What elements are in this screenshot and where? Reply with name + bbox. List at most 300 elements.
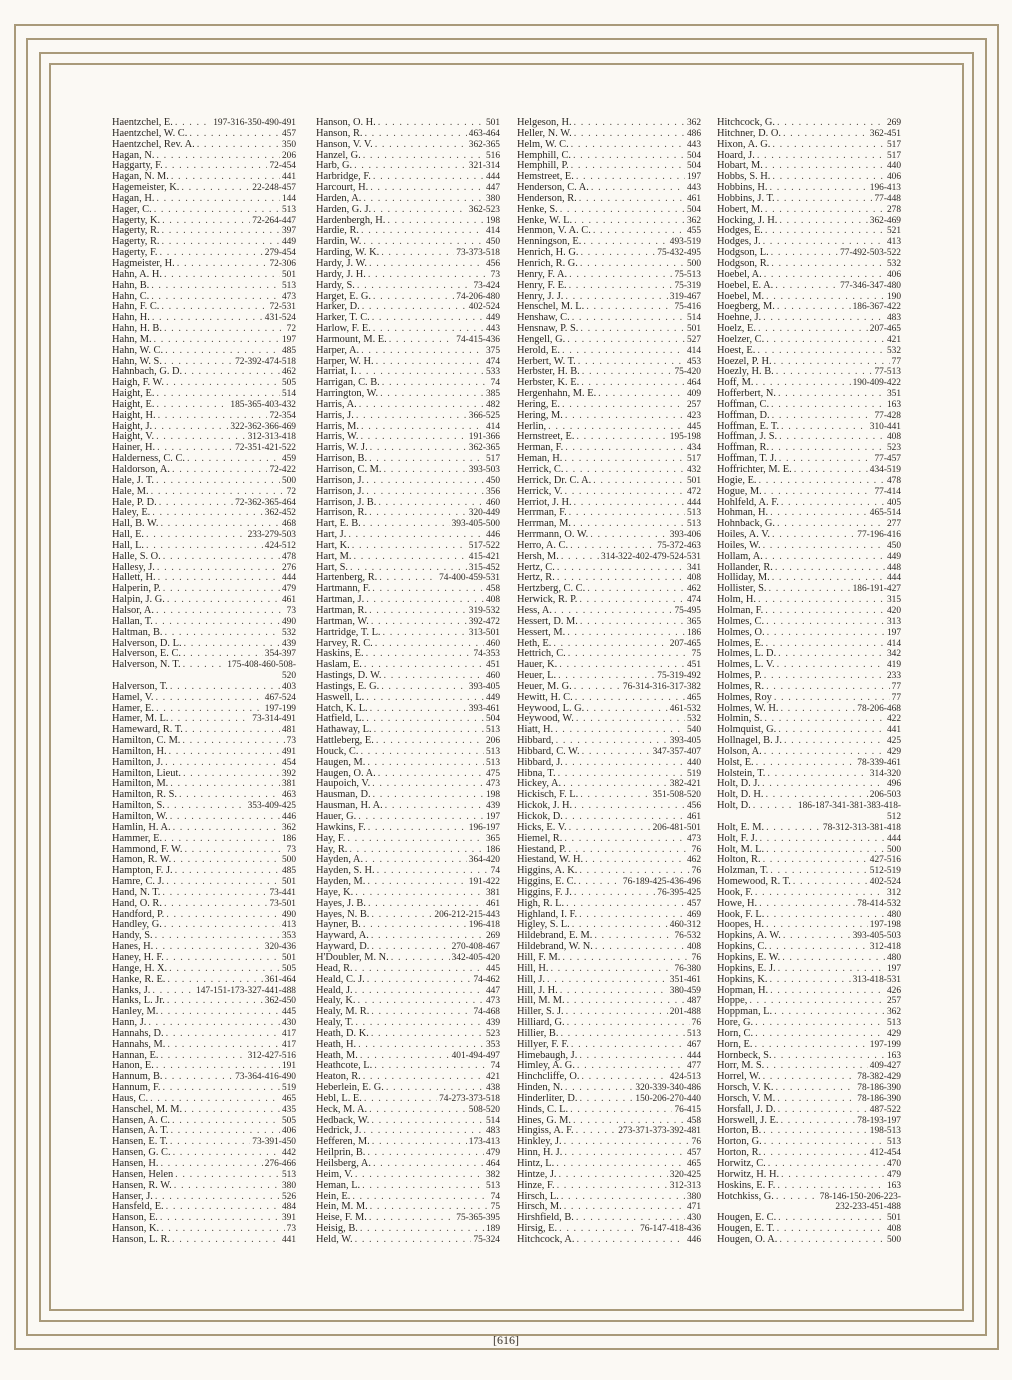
dot-leader bbox=[765, 552, 885, 563]
dot-leader bbox=[156, 389, 280, 400]
entry-name: Harrison, J. bbox=[316, 485, 365, 497]
dot-leader bbox=[183, 649, 263, 660]
entry-name: Henke, S. bbox=[517, 203, 558, 215]
entry-pages: 342-405-420 bbox=[451, 952, 500, 963]
dot-leader bbox=[569, 270, 672, 281]
entry-name: Hoffman, J. S. bbox=[717, 431, 778, 443]
entry-name: Haight, E. bbox=[112, 388, 155, 400]
entry-name: Hammond, F. W. bbox=[112, 843, 183, 855]
entry-pages: 402-524 bbox=[468, 302, 500, 313]
entry-pages: 269 bbox=[886, 118, 901, 128]
entry-name: Henningson, E. bbox=[517, 236, 582, 248]
entry-pages: 481 bbox=[281, 725, 296, 736]
dot-leader bbox=[384, 465, 467, 476]
index-entry bbox=[112, 693, 296, 704]
entry-pages: 362 bbox=[281, 822, 296, 833]
entry-name: Henderson, R. bbox=[517, 192, 577, 204]
entry-pages: 446 bbox=[485, 530, 500, 541]
dot-leader bbox=[564, 454, 685, 465]
entry-name: Hanson, K. bbox=[112, 1223, 160, 1235]
dot-leader bbox=[184, 1105, 280, 1116]
entry-pages: 380-459 bbox=[669, 985, 701, 996]
entry-pages: 147-151-173-327-441-488 bbox=[196, 985, 296, 996]
dot-leader bbox=[166, 877, 280, 888]
dot-leader bbox=[382, 378, 489, 389]
entry-pages: 471 bbox=[686, 1202, 701, 1213]
entry-pages: 500 bbox=[281, 475, 296, 486]
entry-pages: 408 bbox=[886, 432, 901, 443]
dot-leader bbox=[155, 1192, 280, 1203]
entry-pages: 409-427 bbox=[869, 1061, 901, 1072]
dot-leader bbox=[576, 714, 685, 725]
entry-pages: 422 bbox=[886, 714, 901, 725]
dot-leader bbox=[372, 1137, 467, 1148]
dot-leader bbox=[164, 324, 285, 335]
dot-leader bbox=[358, 812, 484, 823]
entry-name: Hansen, A. T. bbox=[112, 1125, 169, 1137]
entry-name: Holmes, Roy bbox=[717, 691, 772, 703]
dot-leader bbox=[764, 487, 873, 498]
dot-leader bbox=[389, 335, 455, 346]
entry-name: Hamlin, H. A. bbox=[112, 821, 171, 833]
dot-leader bbox=[579, 1094, 633, 1105]
entry-name: Hart, K. bbox=[316, 539, 350, 551]
entry-pages: 269 bbox=[485, 931, 500, 942]
dot-leader bbox=[362, 302, 467, 313]
entry-pages: 77-196-416 bbox=[857, 530, 901, 541]
dot-leader bbox=[580, 324, 685, 335]
index-entry bbox=[112, 346, 296, 357]
index-entry bbox=[316, 140, 500, 151]
entry-pages: 319-467 bbox=[669, 291, 701, 302]
entry-pages: 74-400-459-531 bbox=[439, 573, 500, 584]
entry-pages: 392-472 bbox=[468, 616, 500, 627]
index-entry bbox=[112, 140, 296, 151]
entry-pages: 414 bbox=[686, 345, 701, 356]
entry-pages: 500 bbox=[886, 1234, 901, 1245]
dot-leader bbox=[377, 866, 489, 877]
entry-pages: 513 bbox=[485, 1180, 500, 1191]
entry-name: Hook, F. bbox=[717, 886, 753, 898]
entry-pages: 439 bbox=[281, 638, 296, 649]
entry-pages: 512 bbox=[886, 812, 901, 822]
entry-name: Hanks, J. bbox=[112, 984, 151, 996]
dot-leader bbox=[165, 1072, 234, 1083]
dot-leader bbox=[764, 1137, 885, 1148]
entry-name: Harker, T. C. bbox=[316, 312, 370, 324]
entry-pages: 78-193-197 bbox=[857, 1115, 901, 1126]
entry-pages: 423 bbox=[686, 410, 701, 421]
entry-pages: 521 bbox=[886, 226, 901, 237]
entry-pages: 441 bbox=[281, 172, 296, 183]
dot-leader bbox=[564, 1202, 685, 1213]
entry-name: Harden, A. bbox=[316, 192, 362, 204]
dot-leader bbox=[764, 714, 885, 725]
dot-leader bbox=[573, 519, 685, 530]
dot-leader bbox=[151, 292, 280, 303]
entry-pages: 320-339-340-486 bbox=[635, 1083, 701, 1094]
entry-name: Handy, S. bbox=[112, 930, 153, 942]
dot-leader bbox=[555, 725, 685, 736]
dot-leader bbox=[767, 769, 867, 780]
entry-pages: 313-418-531 bbox=[852, 974, 901, 985]
entry-name: Hand, O. R. bbox=[112, 897, 162, 909]
entry-pages: 415-421 bbox=[468, 551, 500, 562]
entry-pages: 435 bbox=[281, 1104, 296, 1115]
dot-leader bbox=[571, 140, 685, 151]
entry-name: Halperin, P. bbox=[112, 583, 161, 595]
entry-pages: 462 bbox=[281, 367, 296, 378]
entry-pages: 523 bbox=[886, 443, 901, 454]
dot-leader bbox=[763, 237, 885, 248]
entry-name: Hardin, W. bbox=[316, 236, 362, 248]
dot-leader bbox=[159, 498, 233, 509]
dot-leader bbox=[171, 172, 280, 183]
dot-leader bbox=[156, 432, 246, 443]
entry-name: Hocking, J. H. bbox=[717, 214, 778, 226]
dot-leader bbox=[763, 541, 885, 552]
entry-pages: 441 bbox=[886, 725, 901, 736]
entry-pages: 470 bbox=[886, 1159, 901, 1169]
entry-name: Haentzchel, E. bbox=[112, 117, 173, 128]
dot-leader bbox=[591, 183, 685, 194]
entry-pages: 77 bbox=[891, 681, 901, 692]
entry-pages: 315-452 bbox=[468, 562, 500, 573]
dot-leader bbox=[166, 1202, 280, 1213]
dot-leader bbox=[771, 248, 838, 259]
entry-name: Hausman, H. A. bbox=[316, 800, 383, 812]
entry-name: Horsch, V. K. bbox=[717, 1082, 774, 1094]
entry-pages: 444 bbox=[686, 497, 701, 508]
entry-name: Hartmann, F. bbox=[316, 583, 371, 595]
index-entry bbox=[316, 899, 500, 910]
dot-leader bbox=[781, 1170, 885, 1181]
entry-name: Holt, D. bbox=[717, 800, 751, 812]
entry-pages: 501 bbox=[485, 118, 500, 128]
entry-pages: 185-365-403-432 bbox=[230, 399, 296, 410]
entry-name: Hoffrichter, M. E. bbox=[717, 464, 792, 475]
dot-leader bbox=[152, 313, 263, 324]
entry-name: Handley, G. bbox=[112, 919, 162, 931]
entry-pages: 76 bbox=[691, 844, 701, 855]
entry-name: Hickisch, F. L. bbox=[517, 789, 579, 801]
dot-leader bbox=[781, 498, 885, 509]
entry-pages: 475 bbox=[485, 768, 500, 779]
entry-pages: 430 bbox=[281, 1018, 296, 1029]
entry-pages: 312-418 bbox=[869, 942, 901, 953]
entry-pages: 485 bbox=[281, 345, 296, 356]
dot-leader bbox=[371, 1029, 484, 1040]
index-entry bbox=[517, 1040, 701, 1051]
entry-name: Hein, E. bbox=[316, 1190, 351, 1202]
entry-pages: 501 bbox=[281, 877, 296, 888]
entry-pages: 397 bbox=[281, 226, 296, 237]
entry-pages: 421 bbox=[886, 334, 901, 345]
entry-name: Harrington, W. bbox=[316, 388, 379, 400]
entry-name: Haley, E. bbox=[112, 507, 151, 519]
entry-pages: 513 bbox=[281, 280, 296, 291]
entry-pages: 196-413 bbox=[869, 183, 901, 194]
entry-pages: 513 bbox=[485, 746, 500, 757]
entry-pages: 406 bbox=[886, 269, 901, 280]
entry-pages: 163 bbox=[886, 1050, 901, 1061]
index-entry bbox=[112, 411, 296, 422]
entry-pages: 445 bbox=[281, 1007, 296, 1018]
dot-leader bbox=[170, 682, 280, 693]
entry-pages: 401-494-497 bbox=[451, 1050, 500, 1061]
dot-leader bbox=[360, 747, 484, 758]
dot-leader bbox=[372, 779, 484, 790]
entry-pages: 276-466 bbox=[264, 1159, 296, 1169]
entry-pages: 420 bbox=[886, 605, 901, 616]
index-entry bbox=[517, 411, 701, 422]
entry-name: Herbert, W. T. bbox=[517, 355, 576, 367]
entry-pages: 513 bbox=[281, 204, 296, 215]
index-column-2 bbox=[316, 118, 500, 1246]
entry-name: Hoehne, J. bbox=[717, 312, 762, 324]
entry-pages: 206 bbox=[281, 150, 296, 161]
entry-pages: 186 bbox=[281, 833, 296, 844]
dot-leader bbox=[170, 779, 280, 790]
dot-leader bbox=[770, 975, 851, 986]
dot-leader bbox=[167, 801, 246, 812]
dot-leader bbox=[794, 465, 868, 476]
entry-name: Hoegberg, M. bbox=[717, 301, 775, 313]
index-entry bbox=[517, 205, 701, 216]
entry-name: Halderness, C. C. bbox=[112, 453, 186, 465]
dot-leader bbox=[567, 996, 685, 1007]
dot-leader bbox=[164, 834, 280, 845]
dot-leader bbox=[567, 1018, 690, 1029]
entry-name: Hamel, V. bbox=[112, 691, 154, 703]
entry-pages: 356 bbox=[485, 486, 500, 497]
entry-pages: 500 bbox=[686, 258, 701, 269]
entry-pages: 464 bbox=[485, 1159, 500, 1169]
dot-leader bbox=[369, 1105, 467, 1116]
dot-leader bbox=[558, 769, 685, 780]
entry-pages: 527 bbox=[686, 334, 701, 345]
entry-name: Hopkins, E. W. bbox=[717, 951, 781, 963]
entry-name: Hagerty, F. bbox=[112, 247, 158, 259]
dot-leader bbox=[158, 573, 280, 584]
dot-leader bbox=[374, 725, 484, 736]
entry-pages: 191-366 bbox=[468, 432, 500, 443]
index-entry bbox=[316, 1181, 500, 1192]
entry-name: Hemphill, P. bbox=[517, 160, 569, 172]
entry-name: Hertzberg, C. C. bbox=[517, 583, 586, 595]
entry-name: Harris, J. bbox=[316, 409, 354, 421]
dot-leader bbox=[772, 172, 885, 183]
dot-leader bbox=[783, 931, 851, 942]
dot-leader bbox=[772, 530, 855, 541]
index-entry bbox=[717, 205, 901, 216]
entry-name: Hanson, E. bbox=[112, 1212, 158, 1224]
dot-leader bbox=[777, 1224, 885, 1235]
entry-pages: 313 bbox=[886, 616, 901, 627]
entry-pages: 206 bbox=[485, 736, 500, 747]
dot-leader bbox=[776, 367, 873, 378]
dot-leader bbox=[369, 606, 467, 617]
entry-pages: 517 bbox=[485, 454, 500, 465]
entry-pages: 484 bbox=[281, 1202, 296, 1213]
entry-pages: 362-365 bbox=[468, 443, 500, 454]
entry-pages: 474 bbox=[686, 595, 701, 606]
dot-leader bbox=[172, 1235, 280, 1246]
index-entry bbox=[717, 899, 901, 910]
entry-name: Hannan, E. bbox=[112, 1049, 159, 1061]
dot-leader bbox=[568, 845, 689, 856]
entry-name: Hinden, N. bbox=[517, 1082, 563, 1094]
dot-leader bbox=[165, 346, 280, 357]
dot-leader bbox=[579, 866, 689, 877]
index-entry bbox=[316, 205, 500, 216]
dot-leader bbox=[355, 986, 484, 997]
dot-leader bbox=[778, 964, 885, 975]
entry-pages: 186-367-422 bbox=[852, 302, 901, 313]
entry-pages: 450 bbox=[886, 540, 901, 551]
entry-pages: 513 bbox=[281, 1169, 296, 1180]
dot-leader bbox=[151, 487, 285, 498]
entry-pages: 197 bbox=[886, 627, 901, 638]
entry-pages: 353 bbox=[485, 1039, 500, 1050]
entry-name: Halpin, J. G. bbox=[112, 594, 165, 606]
entry-name: Herrick, C. bbox=[517, 464, 564, 475]
dot-leader bbox=[348, 530, 484, 541]
dot-leader bbox=[755, 888, 885, 899]
entry-pages: 501 bbox=[281, 952, 296, 963]
dot-leader bbox=[580, 617, 685, 628]
entry-name: Herbster, H. B. bbox=[517, 366, 580, 378]
entry-pages: 512-519 bbox=[869, 866, 901, 877]
entry-pages: 478 bbox=[886, 475, 901, 486]
dot-leader bbox=[380, 389, 484, 400]
dot-leader bbox=[581, 1072, 667, 1083]
entry-pages: 446 bbox=[686, 1234, 701, 1245]
entry-pages: 73 bbox=[286, 605, 296, 616]
dot-leader bbox=[357, 996, 484, 1007]
dot-leader bbox=[762, 779, 885, 790]
dot-leader bbox=[565, 443, 685, 454]
entry-pages: 74-206-480 bbox=[456, 291, 500, 302]
dot-leader bbox=[763, 1148, 868, 1159]
entry-name: Hanon, E. bbox=[112, 1060, 154, 1072]
dot-leader bbox=[562, 400, 685, 411]
entry-name: Hinds, C. L. bbox=[517, 1103, 569, 1115]
dot-leader bbox=[562, 953, 689, 964]
entry-name: Hodges, J. bbox=[717, 236, 761, 248]
dot-leader bbox=[357, 281, 472, 292]
entry-pages: 173-413 bbox=[468, 1137, 500, 1148]
entry-name: Hirsch, M. bbox=[517, 1201, 562, 1213]
dot-leader bbox=[355, 888, 484, 899]
entry-name: Hanschel, M. M. bbox=[112, 1103, 183, 1115]
entry-pages: 393-405-503 bbox=[852, 931, 901, 942]
entry-name: Hore, G. bbox=[717, 1017, 754, 1029]
entry-name: Helm, W. C. bbox=[517, 138, 569, 150]
entry-name: Holt, E. M. bbox=[717, 821, 765, 833]
entry-name: Hartridge, T. L. bbox=[316, 626, 381, 638]
dot-leader bbox=[181, 183, 250, 194]
entry-pages: 517-522 bbox=[468, 540, 500, 551]
dot-leader bbox=[170, 812, 280, 823]
dot-leader bbox=[560, 1029, 685, 1040]
dot-leader bbox=[368, 270, 489, 281]
index-entry bbox=[316, 758, 500, 769]
entry-name: Holmes, P. bbox=[717, 670, 762, 682]
entry-pages: 76-147-418-436 bbox=[640, 1224, 701, 1235]
entry-pages: 429 bbox=[886, 746, 901, 757]
entry-pages: 75-420 bbox=[674, 367, 701, 378]
entry-pages: 439 bbox=[485, 1018, 500, 1029]
dot-leader bbox=[373, 205, 467, 216]
dot-leader bbox=[578, 877, 621, 888]
entry-name: Harvey, R. C. bbox=[316, 637, 373, 649]
entry-pages: 413 bbox=[886, 237, 901, 248]
entry-pages: 319-532 bbox=[468, 605, 500, 616]
entry-pages: 312-313-418 bbox=[247, 432, 296, 443]
entry-pages: 350 bbox=[281, 139, 296, 150]
entry-pages: 450 bbox=[485, 475, 500, 486]
entry-name: Hahn, W. C. bbox=[112, 344, 164, 356]
dot-leader bbox=[566, 1007, 668, 1018]
entry-name: Hansen, G. C. bbox=[112, 1147, 171, 1159]
entry-pages: 414 bbox=[886, 638, 901, 649]
entry-pages: 197 bbox=[281, 334, 296, 345]
entry-name: Holzman, T. bbox=[717, 865, 769, 877]
entry-pages: 451 bbox=[485, 660, 500, 671]
entry-name: Hildebrand, W. N. bbox=[517, 941, 593, 953]
entry-name: Harris, A. bbox=[316, 398, 357, 410]
entry-pages: 479 bbox=[281, 584, 296, 595]
dot-leader bbox=[765, 790, 867, 801]
entry-name: Hamilton, C. M. bbox=[112, 735, 181, 747]
dot-leader bbox=[371, 931, 484, 942]
entry-name: Hawkins, F. bbox=[316, 821, 366, 833]
dot-leader bbox=[370, 183, 484, 194]
entry-pages: 467-524 bbox=[264, 692, 296, 703]
index-entry bbox=[717, 411, 901, 422]
entry-name: Horton, R. bbox=[717, 1147, 762, 1159]
entry-pages: 72-362-365-464 bbox=[235, 497, 296, 508]
index-entry bbox=[112, 628, 296, 639]
dot-leader bbox=[385, 801, 484, 812]
entry-pages: 362 bbox=[686, 215, 701, 226]
entry-name: Hogue, M. bbox=[717, 485, 762, 497]
entry-name: Hahn, M. bbox=[112, 333, 152, 345]
entry-name: Hager, C. bbox=[112, 203, 152, 215]
entry-name: Hilliard, G. bbox=[517, 1017, 565, 1029]
dot-leader bbox=[384, 671, 484, 682]
entry-pages: 74-468 bbox=[473, 1007, 500, 1018]
entry-name: Hobbins, H. bbox=[717, 182, 768, 194]
dot-leader bbox=[363, 151, 484, 162]
index-entry bbox=[517, 1105, 701, 1116]
entry-name: Heilsberg, A. bbox=[316, 1158, 371, 1169]
entry-name: Hale, J. T. bbox=[112, 474, 155, 486]
dot-leader bbox=[355, 964, 484, 975]
entry-name: Harrison, J. bbox=[316, 474, 365, 486]
entry-pages: 517 bbox=[686, 454, 701, 465]
entry-pages: 313-501 bbox=[468, 627, 500, 638]
entry-name: Horswell, J. E. bbox=[717, 1114, 779, 1126]
entry-name: Hardy, J. W. bbox=[316, 257, 367, 269]
entry-pages: 461-532 bbox=[669, 703, 701, 714]
dot-leader bbox=[160, 1159, 262, 1170]
dot-leader bbox=[369, 508, 467, 519]
entry-name: Hart, S. bbox=[316, 561, 349, 573]
entry-pages: 277 bbox=[886, 519, 901, 530]
entry-name: Hoff, M. bbox=[717, 377, 754, 389]
